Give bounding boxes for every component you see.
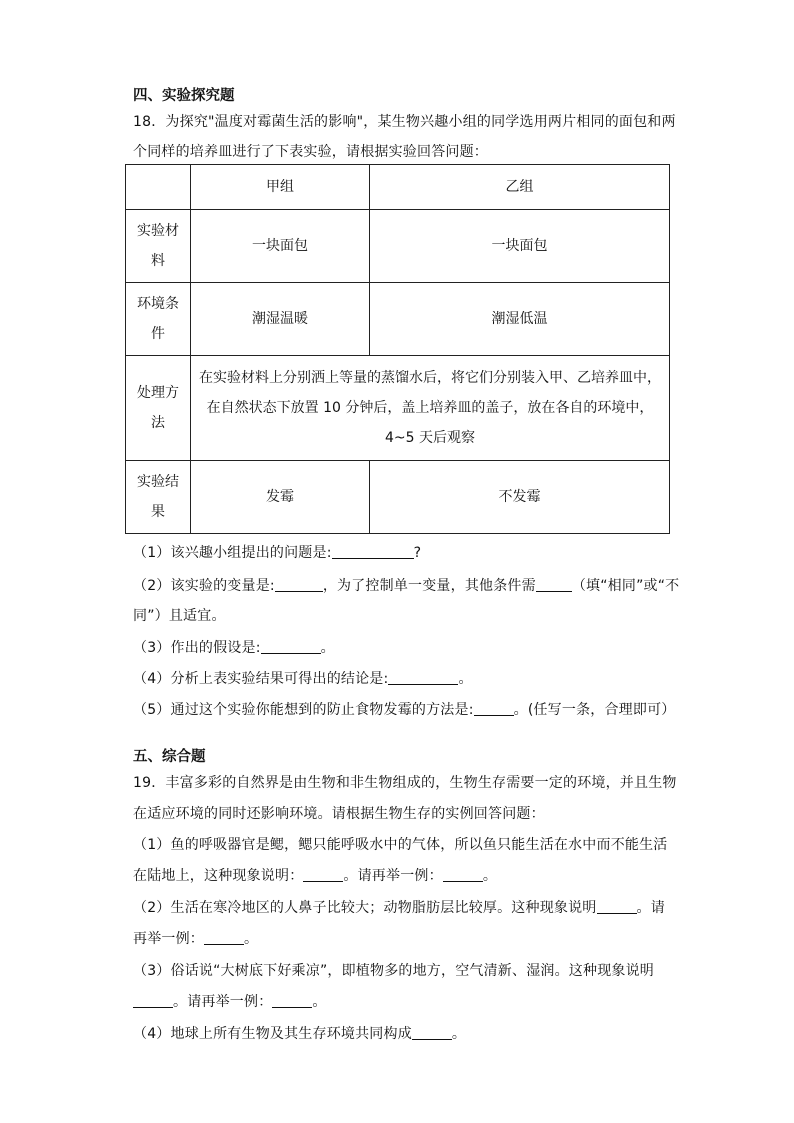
table-row-environment	[126, 283, 670, 356]
table-row-result	[126, 461, 670, 534]
cell-group-a: 潮湿温暖	[191, 283, 370, 356]
q19-sub1-text: 在陆地上，这种现象说明：	[133, 868, 304, 884]
table-header-group-b: 乙组	[370, 165, 670, 210]
q19-sub4-text: （4）地球上所有生物及其生存环境共同构成	[133, 1026, 412, 1042]
answer-blank[interactable]	[261, 639, 321, 654]
q19-sub2-line2-text: 再举一例：	[133, 931, 204, 947]
table-header-group-a: 甲组	[191, 165, 370, 210]
cell-group-b: 不发霉	[370, 461, 670, 534]
table-corner-cell	[126, 165, 191, 210]
answer-blank[interactable]	[597, 899, 637, 914]
q19-sub2-line2-end: 。	[244, 931, 259, 947]
answer-blank[interactable]	[412, 1025, 452, 1040]
q19-sub3-line1: （3）俗话说“大树底下好乘凉”，即植物多的地方，空气清新、湿润。这种现象说明	[133, 963, 655, 979]
q18-stem-line2: 个同样的培养皿进行了下表实验，请根据实验回答问题：	[133, 144, 488, 160]
q18-sub2-end: （填“相同”或“不	[571, 578, 680, 594]
q19-stem-line1: 19．丰富多彩的自然界是由生物和非生物组成的，生物生存需要一定的环境，并且生物	[133, 775, 677, 791]
cell-group-a: 一块面包	[191, 210, 370, 283]
answer-blank[interactable]	[388, 670, 458, 685]
q18-sub3	[133, 637, 335, 657]
q19-sub2-text: （2）生活在寒冷地区的人鼻子比较大；动物脂肪层比较厚。这种现象说明	[133, 900, 597, 916]
row-label: 环境条件	[126, 283, 191, 356]
cell-procedure-merged: 在实验材料上分别洒上等量的蒸馏水后，将它们分别装入甲、乙培养皿中，在自然状态下放置 10 分钟后，盖上培养皿的盖子，放在各自的环境中，4~5 天后观察	[191, 356, 670, 461]
table-header-row	[126, 165, 670, 210]
q18-sub3-end: 。	[320, 640, 335, 656]
row-label: 实验结果	[126, 461, 191, 534]
row-label: 实验材料	[126, 210, 191, 283]
table-row-material	[126, 210, 670, 283]
q19-sub2-end: 。请	[636, 900, 665, 916]
answer-blank[interactable]	[133, 993, 173, 1008]
q18-sub2-text: （2）该实验的变量是:	[133, 578, 275, 594]
q18-sub4-end: 。	[458, 671, 473, 687]
q19-sub3-end: 。	[312, 994, 327, 1010]
cell-group-b: 一块面包	[370, 210, 670, 283]
q19-stem-line2: 在适应环境的同时还影响环境。请根据生物生存的实例回答问题：	[133, 806, 545, 822]
q18-sub4	[133, 668, 473, 688]
q18-sub2	[133, 575, 679, 595]
q18-sub2-mid: ，为了控制单一变量，其他条件需	[322, 578, 536, 594]
q18-sub2-line2: 同”）且适宜。	[133, 608, 226, 624]
q18-sub5-end: 。(任写一条，合理即可）	[513, 702, 676, 718]
q19-sub2-line2	[133, 928, 258, 948]
answer-blank[interactable]	[443, 867, 483, 882]
q18-sub5	[133, 699, 676, 719]
answer-blank[interactable]	[474, 701, 514, 716]
q19-sub1-mid: 。请再举一例：	[343, 868, 443, 884]
q18-sub1	[133, 542, 421, 562]
q18-sub3-text: （3）作出的假设是:	[133, 640, 261, 656]
q18-sub1-end: ?	[413, 545, 422, 561]
section-4-title: 四、实验探究题	[133, 88, 235, 104]
q19-sub1-line2	[133, 865, 497, 885]
q19-sub3-line2	[133, 991, 327, 1011]
q19-sub3-mid: 。请再举一例：	[173, 994, 273, 1010]
q19-sub4	[133, 1023, 466, 1043]
answer-blank[interactable]	[275, 577, 323, 592]
q18-sub1-text: （1）该兴趣小组提出的问题是:	[133, 545, 332, 561]
answer-blank[interactable]	[332, 544, 414, 559]
table-row-procedure	[126, 356, 670, 461]
experiment-table	[125, 164, 670, 534]
q18-stem-line1: 18．为探究"温度对霉菌生活的影响"，某生物兴趣小组的同学选用两片相同的面包和两	[133, 114, 676, 130]
q19-sub1-line1: （1）鱼的呼吸器官是鳃，鳃只能呼吸水中的气体，所以鱼只能生活在水中而不能生活	[133, 837, 668, 853]
cell-group-b: 潮湿低温	[370, 283, 670, 356]
q18-sub5-text: （5）通过这个实验你能想到的防止食物发霉的方法是:	[133, 702, 474, 718]
cell-group-a: 发霉	[191, 461, 370, 534]
answer-blank[interactable]	[272, 993, 312, 1008]
answer-blank[interactable]	[303, 867, 343, 882]
row-label: 处理方法	[126, 356, 191, 461]
q19-sub4-end: 。	[451, 1026, 467, 1042]
section-5-title: 五、综合题	[133, 749, 206, 765]
answer-blank[interactable]	[204, 930, 244, 945]
q18-sub4-text: （4）分析上表实验结果可得出的结论是:	[133, 671, 389, 687]
answer-blank[interactable]	[536, 577, 572, 592]
q19-sub2-line1	[133, 897, 665, 917]
q19-sub1-end: 。	[482, 868, 498, 884]
